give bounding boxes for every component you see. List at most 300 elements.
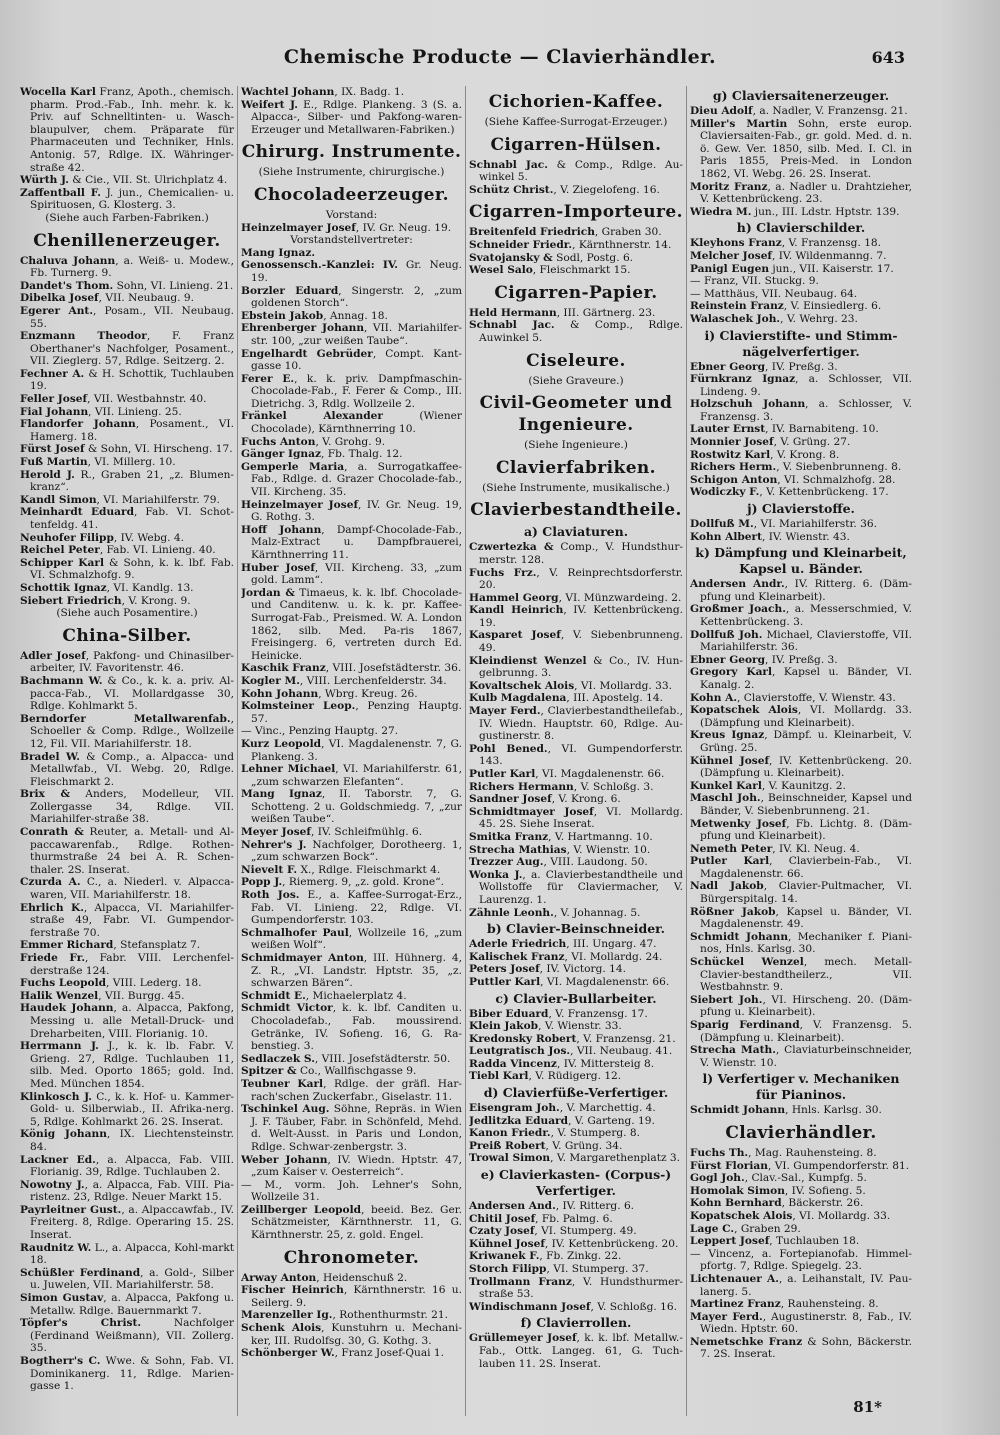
directory-entry: Breitenfeld Friedrich, Graben 30. [469,226,662,239]
directory-entry: Lauter Ernst, IV. Barnabiteng. 10. [690,423,879,436]
entry-name: Zaffentball F. [20,186,101,199]
entry-name: Nowotny J. [20,1178,85,1191]
directory-entry: Hoff Johann, Dampf-Chocolade-Fab., Malz-Extract u. Dampfbrauerei, Kärnthnerring 11. [241,523,462,561]
directory-entry: Metwenky Josef, Fb. Lichtg. 8. (Däm-pfung und Kleinarbeit). [690,817,912,843]
entry-name: Andersen Andr. [690,578,785,591]
entry-name: Moritz Franz [690,180,768,193]
entry-name: König Johann [20,1128,107,1141]
directory-entry: Zaffentball F. J. jun., Chemicalien- u. Spirituosen, G. Klosterg. 3. [20,186,234,212]
entry-name: Schneider Friedr. [469,238,573,251]
entry-name: Mang Ignaz. [241,246,316,259]
directory-entry: Kohn Johann, Wbrg. Kreug. 26. [241,687,418,700]
directory-entry: Enzmann Theodor, F. Franz Oberthaner's Nachfolger, Posament., VII. Zieglerg. 57, Rdlge. Seitzerg. 2. [20,330,234,368]
directory-entry: Schmidt Johann, Hnls. Karlsg. 30. [690,1104,882,1117]
directory-entry: Marenzeller Ig., Rothenthurmstr. 21. [241,1309,448,1322]
directory-entry: Kandl Heinrich, IV. Kettenbrückeng. 19. [469,604,683,629]
directory-entry: Wonka J., a. Clavierbestandtheile und Wollstoffe für Claviermacher, V. Laurenzg. 1. [469,868,683,906]
directory-entry: Kohn Bernhard, Bäckerstr. 26. [690,1197,864,1210]
directory-entry: Fuchs Leopold, VIII. Lederg. 18. [20,977,202,990]
directory-entry: Roth Jos. E., a. Kaffee-Surrogat-Erz., Fab. VI. Linieng. 22, Rdlge. VI. Gumpendorferstr. 103. [241,889,462,927]
subsection-heading: l) Verfertiger v. Mechaniken für Pianinos. [702,1071,900,1103]
entry-name: Gemperle Maria [241,460,345,473]
directory-entry: Strecha Math., Claviaturbeinschneider, V. Wienstr. 10. [690,1044,912,1069]
directory-entry: Dibelka Josef, VII. Neubaug. 9. [20,292,195,305]
directory-entry [241,247,462,260]
entry-name: Wiedra M. [690,205,752,218]
entry-name: Roth Jos. [241,889,300,902]
entry-name: Gänger Ignaz [241,448,321,461]
directory-entry: Sandner Josef, V. Krong. 6. [469,793,621,806]
directory-entry: Adler Josef, Pakfong- und Chinasilber-arbeiter, IV. Favoritenstr. 46. [20,649,234,675]
entry-name: Puttler Karl [469,975,541,988]
role-label: Vorstand: [325,208,378,221]
entry-name: Czurda A. [20,876,81,889]
entry-name: Arway Anton [241,1271,317,1284]
directory-entry: Wesel Salo, Fleischmarkt 15. [469,264,631,277]
directory-entry: — Matthäus, VII. Neubaug. 64. [690,287,858,300]
directory-entry: Schmidmayer Anton, III. Hühnerg. 4, Z. R., „VI. Landstr. Hptstr. 35, „z. schwarzen Bären“. [241,952,462,990]
entry-name: Kandl Heinrich [469,604,564,617]
directory-entry: Kriwanek F., Fb. Zinkg. 22. [469,1250,622,1263]
entry-name: Heinzelmayer Josef [241,498,359,511]
entry-name: Popp J. [241,876,283,889]
entry-name: Ehrenberger Johann [241,322,365,335]
subsection-heading: c) Clavier-Bullarbeiter. [495,990,657,1006]
entry-name: Egerer Ant. [20,304,94,317]
directory-entry: Fial Johann, VII. Linieng. 25. [20,405,182,418]
directory-entry: Kühnel Josef, IV. Kettenbrückeng. 20. (Dämpfung u. Kleinarbeit). [690,754,912,780]
directory-entry: Bradel W. & Comp., a. Alpacca- und Metallwfab., VI. Webg. 20, Rdlge. Fleischmarkt 2. [20,750,234,788]
entry-name: Kalischek Franz [469,950,565,963]
directory-entry: Ebstein Jakob, Annag. 18. [241,309,388,322]
entry-name: Emmer Richard [20,939,114,952]
entry-name: Rößner Jakob [690,905,776,918]
entry-name: Klein Jakob [469,1020,539,1033]
directory-entry: Flandorfer Johann, Posament., VI. Hamerg. 18. [20,418,234,443]
entry-name: Ebstein Jakob [241,309,324,322]
directory-entry: Lage C., Graben 29. [690,1222,801,1235]
entry-name: Czwertezka & [469,541,554,554]
entry-name: Lage C. [690,1222,735,1235]
directory-entry: Kanon Friedr., V. Stumperg. 8. [469,1127,641,1140]
entry-name: Kohn Johann [241,687,319,700]
section-heading: Cichorien-Kaffee. [488,92,664,112]
directory-entry: Moritz Franz, a. Nadler u. Drahtzieher, V. Kettenbrückeng. 23. [690,180,912,206]
directory-entry: Töpfer's Christ. Nachfolger (Ferdinand Weißmann), VII. Zollerg. 35. [20,1317,234,1355]
entry-name: Tschinkel Aug. [241,1103,330,1116]
entry-name: Fürst Josef [20,443,85,456]
subsection-heading: f) Clavierrollen. [520,1315,632,1331]
directory-entry: Chaluva Johann, a. Weiß- u. Modew., Fb. Turnerg. 9. [20,254,234,280]
directory-entry: Wocella Karl Franz, Apoth., chemisch. pharm. Prod.-Fab., Inh. mehr. k. k. Priv. auf Schnelltinten- u. Wasch-blaupulver, chem. Präparate für Pharmaceuten und Techniker, Hnls. Antonig. 57, Rdlge. IX. Währinger-straße 42. [20,86,234,174]
entry-name: Wachtel Johann [241,86,335,98]
entry-name: Fischer Heinrich [241,1284,344,1297]
entry-name: Jedlitzka Eduard [469,1114,569,1127]
entry-name: Heinzelmayer Josef [241,221,356,234]
directory-entry: Leppert Josef, Tuchlauben 18. [690,1235,860,1248]
directory-entry: Dollfuß M., VI. Mariahilferstr. 36. [690,518,877,531]
entry-name: Miller's Martin [690,117,788,130]
directory-entry: Zähnle Leonh., V. Johannag. 5. [469,906,641,919]
directory-entry: Schmidt Johann, Mechaniker f. Piani-nos, Hnls. Karlsg. 30. [690,930,912,956]
directory-entry: Schüßler Ferdinand, a. Gold-, Silber u. Juwelen, VII. Mariahilferstr. 58. [20,1266,234,1292]
entry-name: Sedlaczek S. [241,1052,315,1065]
entry-name: Fürnkranz Ignaz [690,373,796,386]
entry-name: Enzmann Theodor [20,330,147,343]
entry-name: Halik Wenzel [20,989,99,1002]
entry-name: Schottik Ignaz [20,581,107,594]
section-heading: Chronometer. [283,1247,420,1268]
directory-entry: Weber Johann, IV. Wiedn. Hptstr. 47, „zum Kaiser v. Oesterreich“. [241,1153,462,1179]
directory-entry: Fürst Josef & Sohn, VI. Hirscheng. 17. [20,443,233,456]
entry-name: Kleyhons Franz [690,237,782,250]
entry-name: Gogl Joh. [690,1172,745,1185]
directory-entry: Berndorfer Metallwarenfab., Schoeller & Comp. Rdlge., Wollzeile 12, Fil. VII. Mariahilferstr. 18. [20,712,234,750]
directory-entry: Schneider Friedr., Kärnthnerstr. 14. [469,238,672,251]
entry-name: Metwenky Josef [690,817,787,830]
directory-entry: Homolak Simon, IV. Sofieng. 5. [690,1184,866,1197]
entry-name: Weifert J. [241,98,298,111]
page-number: 643 [871,48,905,67]
column-3 [469,86,683,1416]
directory-entry: Held Hermann, III. Gärtnerg. 23. [469,306,656,319]
directory-entry: Holzschuh Johann, a. Schlosser, V. Franzensg. 3. [690,398,912,423]
section-heading: Chenillenerzeuger. [33,230,221,251]
entry-name: Raudnitz W. [20,1241,92,1254]
directory-entry: Kreus Ignaz, Dämpf. u. Kleinarbeit, V. Grüng. 25. [690,729,912,754]
directory-entry: Puttler Karl, VI. Magdalenenstr. 66. [469,975,670,988]
entry-name: Flandorfer Johann [20,418,136,431]
entry-name: Kopatschek Alois [690,1209,793,1222]
entry-name: Biber Eduard [469,1007,549,1020]
entry-name: Strecha Mathias [469,843,567,856]
directory-entry: Lichtenauer A., a. Leihanstalt, IV. Pau-lanerg. 5. [690,1272,912,1298]
cross-reference-note: (Siehe auch Farben-Fabriken.) [45,211,209,224]
entry-name: Reichel Peter [20,544,100,557]
directory-entry: Halik Wenzel, VII. Burgg. 45. [20,989,185,1002]
directory-entry: Schütz Christ., V. Ziegelofeng. 16. [469,183,660,196]
entry-name: Kühnel Josef [690,754,770,767]
directory-entry: Meinhardt Eduard, Fab. VI. Schot-tenfeldg. 41. [20,506,234,531]
entry-name: Richers Herm. [690,461,777,474]
subsection-heading: b) Clavier-Beinschneider. [487,921,665,937]
entry-name: Dollfuß M. [690,518,754,531]
directory-entry: Brix & Anders, Modelleur, VII. Zollergasse 34, Rdlge. VII. Mariahilfer-straße 38. [20,788,234,826]
entry-name: Bradel W. [20,750,80,763]
entry-name: Tiebl Karl [469,1070,529,1083]
entry-name: Simon Gustav [20,1292,104,1305]
entry-name: Kogler M. [241,674,300,687]
directory-entry: Egerer Ant., Posam., VII. Neubaug. 55. [20,304,234,330]
directory-entry: Maschl Joh., Beinschneider, Kapsel und Bänder, V. Siebenbrunneng. 21. [690,792,912,817]
directory-entry: Kredonsky Robert, V. Franzensg. 21. [469,1032,676,1045]
directory-entry: Trollmann Franz, V. Hundsthurmer-straße 53. [469,1275,683,1301]
directory-entry: Fechner A. & H. Schottik, Tuchlauben 19. [20,367,234,393]
entry-name: Siebert Joh. [690,993,763,1006]
entry-name: Sparig Ferdinand [690,1019,800,1031]
entry-name: Chaluva Johann [20,254,116,267]
entry-name: Spitzer & [241,1065,297,1078]
directory-entry: Feller Josef, VII. Westbahnstr. 40. [20,393,207,406]
section-heading: Civil-Geometer und Ingenieure. [479,393,673,436]
entry-name: Schnabl Jac. [469,319,555,332]
entry-name: Schmidmayer Anton [241,952,364,964]
directory-entry: Neuhofer Filipp, IV. Webg. 4. [20,531,185,544]
entry-name: Nemetschke Franz [690,1335,803,1348]
entry-name: Berndorfer Metallwarenfab. [20,712,231,725]
section-heading: China-Silber. [62,625,192,646]
directory-entry: Zeillberger Leopold, beeid. Bez. Ger. Schätzmeister, Kärnthnerstr. 11, G. Kärnthnerstr. 25, z. gold. Engel. [241,1203,462,1242]
directory-entry: — Vincenz, a. Fortepianofab. Himmel-pfortg. 7, Rdlge. Spiegelg. 23. [690,1247,912,1273]
entry-name: Rostwitz Karl [690,448,771,461]
entry-name: Sandner Josef [469,793,552,806]
entry-name: Mayer Ferd. [469,705,541,718]
entry-name: Kovaltschek Alois [469,679,575,692]
directory-entry: Czurda A. C., a. Niederl. v. Alpacca-waren, VII. Mariahilferstr. 18. [20,876,234,902]
entry-name: Windischmann Josef [469,1300,591,1313]
entry-name: Maschl Joh. [690,792,761,805]
section-heading: Chirurg. Instrumente. [241,142,462,163]
directory-entry: Reichel Peter, Fab. VI. Linieng. 40. [20,544,216,557]
entry-name: Aderle Friedrich [469,938,567,951]
entry-name: Chitil Josef [469,1212,536,1225]
entry-name: Gregory Karl [690,666,773,679]
directory-entry: Svatojansky & Sodl, Postg. 6. [469,251,634,264]
directory-entry: Rostwitz Karl, V. Krong. 8. [690,448,840,461]
subsection-heading: h) Clavierschilder. [736,220,866,236]
directory-entry: Kalischek Franz, VI. Mollardg. 24. [469,950,663,963]
entry-name: Andersen And. [469,1200,556,1213]
entry-name: Richers Hermann [469,780,574,793]
directory-entry: Trowal Simon, V. Margarethenplatz 3. [469,1152,681,1165]
entry-name: Meinhardt Eduard [20,506,135,519]
directory-entry: Storch Filipp, VI. Stumperg. 37. [469,1263,649,1275]
cross-reference-note: (Siehe Instrumente, chirurgische.) [258,166,445,179]
entry-name: Ehrlich K. [20,901,84,914]
directory-entry: Klinkosch J. C., k. k. Hof- u. Kammer-Gold- u. Silberwiab., II. Afrika-nerg. 5, Rdlge. Kohlmarkt 26. 2S. Inserat. [20,1090,234,1128]
directory-entry: Schigon Anton, VI. Schmalzhofg. 28. [690,473,896,486]
cross-reference-note: (Siehe Instrumente, musikalische.) [482,481,670,494]
directory-entry: Conrath & Reuter, a. Metall- und Al-paccawarenfab., Rdlge. Rothen-thurmstraße 24 bei A. R. Schen-thaler. 2S. Inserat. [20,826,234,876]
directory-entry: Kolmsteiner Leop., Penzing Hauptg. 57. [241,700,462,725]
section-heading: Cigarren-Importeure. [469,202,683,223]
entry-name: Fuchs Frz. [469,566,537,579]
directory-entry: Sparig Ferdinand, V. Franzensg. 5. (Dämpfung u. Kleinarbeit). [690,1019,912,1044]
column-rule [237,86,238,1416]
entry-name: Grüllemeyer Josef [469,1332,577,1345]
entry-name: Ferer E. [241,372,295,385]
directory-entry: Tiebl Karl, V. Rüdigerg. 12. [469,1070,622,1083]
entry-name: Putler Karl [469,768,536,780]
section-heading: Clavierbestandtheile. [470,500,682,521]
directory-entry: Klein Jakob, V. Wienstr. 33. [469,1020,622,1033]
running-title: Chemische Producte — Clavierhändler. [283,46,717,68]
directory-entry: Putler Karl, VI. Magdalenenstr. 66. [469,768,665,780]
directory-entry: Schipper Karl & Sohn, k. k. lbf. Fab. VI. Schmalzhofg. 9. [20,556,234,582]
entry-name: Leutgratisch Jos. [469,1045,571,1058]
directory-entry: Borzler Eduard, Singerstr. 2, „zum goldenen Storch“. [241,284,462,310]
directory-entry: Schottik Ignaz, VI. Kandlg. 13. [20,581,194,594]
entry-name: Bachmann W. [20,674,103,687]
directory-entry: Kulb Magdalena, III. Apostelg. 14. [469,692,663,705]
entry-name: Mayer Ferd. [690,1310,763,1323]
directory-entry: Leutgratisch Jos., VII. Neubaug. 41. [469,1045,673,1058]
directory-entry: — Vinc., Penzing Hauptg. 27. [241,725,399,738]
entry-name: Svatojansky & [469,251,553,264]
entry-name: Schmalhofer Paul [241,926,349,939]
directory-entry: Aderle Friedrich, III. Ungarg. 47. [469,938,657,951]
cross-reference-note: (Siehe auch Posamentire.) [56,607,198,620]
directory-entry: Tschinkel Aug. Söhne, Repräs. in Wien J. F. Täuber, Fabr. in Schönfeld, Mehd. d. Welt-Ausst. in Paris und London, Rdlge. Schwar-zenbergstr. 3. [241,1103,462,1153]
directory-entry: Ehrenberger Johann, VII. Mariahilfer-str. 100, „zur weißen Taube“. [241,322,462,347]
directory-entry: Peters Josef, IV. Victorg. 14. [469,963,626,976]
directory-entry: Nadl Jakob, Clavier-Pultmacher, VI. Bürgerspitalg. 14. [690,880,912,906]
entry-name: Kandl Simon [20,493,97,506]
directory-entry: Panigl Eugen jun., VII. Kaiserstr. 17. [690,262,894,275]
directory-entry: Preiß Robert, V. Grüng. 34. [469,1139,623,1152]
directory-entry: Putler Karl, Clavierbein-Fab., VI. Magdalenenstr. 66. [690,855,912,880]
directory-entry: Kohn A., Clavierstoffe, V. Wienstr. 43. [690,691,896,704]
entry-name: Kühnel Josef [469,1237,545,1250]
subsection-heading: d) Clavierfüße-Verfertiger. [483,1085,669,1101]
entry-name: Trowal Simon [469,1152,551,1165]
entry-name: Wonka J. [469,868,523,881]
directory-entry: Mayer Ferd., Clavierbestandtheilefab., IV. Wiedn. Hauptstr. 60, Rdlge. Au-gustinerstr. 8. [469,705,683,743]
column-4 [690,86,912,1416]
cross-reference-note: (Siehe Graveure.) [528,374,624,387]
entry-name: Fürst Florian [690,1159,768,1172]
entry-name: Mang Ignaz [241,788,322,801]
entry-name: Siebert Friedrich [20,594,122,607]
directory-entry: Windischmann Josef, V. Schloßg. 16. [469,1300,677,1313]
directory-entry: Fuß Martin, VI. Millerg. 10. [20,456,176,469]
entry-name: Kopatschek Alois [690,704,798,717]
entry-name: Zähnle Leonh. [469,906,554,919]
directory-entry: Schmidt Victor, k. k. lbf. Canditen u. Chocoladefab., Fab. moussirend. Getränke, IV. Sofieng. 16, G. Ra-benstieg. 3. [241,1002,462,1053]
directory-entry: Biber Eduard, V. Franzensg. 17. [469,1007,648,1020]
directory-entry: Kogler M., VIII. Lerchenfelderstr. 34. [241,674,447,687]
directory-entry: Raudnitz W. L., a. Alpacca, Kohl-markt 18. [20,1241,234,1267]
directory-entry: Kasparet Josef, V. Siebenbrunneng. 49. [469,629,683,655]
entry-name: Preiß Robert [469,1139,546,1152]
directory-entry: Teubner Karl, Rdlge. der gräfl. Har-rach'schen Zuckerfabr., Giselastr. 11. [241,1077,462,1103]
entry-name: Fränkel Alexander [241,410,383,423]
directory-entry: König Johann, IX. Liechtensteinstr. 84. [20,1128,234,1153]
directory-entry: Nievelt F. X., Rdlge. Fleischmarkt 4. [241,863,441,876]
directory-entry: Smitka Franz, V. Hartmanng. 10. [469,830,653,843]
directory-entry: Kleindienst Wenzel & Co., IV. Hun-gelbrunng. 3. [469,654,683,680]
directory-entry: Richers Hermann, V. Schloßg. 3. [469,780,654,793]
directory-entry: Trezzer Aug., VIII. Laudong. 50. [469,856,648,869]
directory-entry: Ebner Georg, IV. Preßg. 3. [690,653,838,666]
entry-name: Kreus Ignaz [690,729,765,742]
entry-name: Wocella Karl [20,86,96,98]
directory-entry: Ebner Georg, IV. Preßg. 3. [690,360,838,373]
column-rule [686,86,687,1416]
entry-name: Hammel Georg [469,591,559,604]
directory-entry: Pohl Bened., VI. Gumpendorferstr. 143. [469,742,683,768]
entry-name: Hoff Johann [241,523,322,536]
entry-name: Schmidt Johann [690,1104,786,1117]
entry-name: Monnier Josef [690,436,774,449]
directory-entry: Dieu Adolf, a. Nadler, V. Franzensg. 21. [690,105,908,117]
directory-entry: Ehrlich K., Alpacca, VI. Mariahilfer-straße 49, Fabr. VI. Gumpendor-ferstraße 70. [20,901,234,939]
subsection-heading: k) Dämpfung und Kleinarbeit, Kapsel u. Bänder. [695,545,907,577]
directory-entry: Großmer Joach., a. Messerschmied, V. Kettenbrückeng. 3. [690,603,912,628]
entry-name: Kohn A. [690,691,738,704]
entry-name: Herold J. [20,468,75,481]
entry-name: Würth J. [20,174,69,187]
subsection-heading: g) Claviersaitenerzeuger. [712,88,890,103]
section-heading: Clavierfabriken. [495,457,656,478]
directory-entry: Nowotny J., a. Alpacca, Fab. VIII. Pia-ristenz. 23, Rdlge. Neuer Markt 15. [20,1178,234,1204]
directory-entry: Schmidt E., Michaelerplatz 4. [241,989,407,1002]
section-heading: Cigarren-Hülsen. [490,134,662,155]
entry-name: Schipper Karl [20,556,104,569]
directory-entry: Kunkel Karl, V. Kaunitzg. 2. [690,779,846,792]
entry-name: Schenk Alois [241,1322,322,1335]
entry-name: Zeillberger Leopold [241,1203,362,1216]
directory-entry: Gemperle Maria, a. Surrogatkaffee-Fab., Rdlge. d. Grazer Chocolade-fab., VII. Kircheng. 35. [241,460,462,499]
directory-entry: Fränkel Alexander (Wiener Chocolade), Kärnthnerring 10. [241,410,462,436]
entry-name: Pohl Bened. [469,742,548,755]
directory-entry: Jedlitzka Eduard, V. Garteng. 19. [469,1114,655,1127]
entry-name: Dieu Adolf [690,105,753,117]
entry-name: Engelhardt Gebrüder [241,347,373,360]
directory-entry: Schenk Alois, Kunstuhrn u. Mechani-ker, III. Rudolfsg. 30, G. Kothg. 3. [241,1322,462,1347]
entry-name: Homolak Simon [690,1184,785,1197]
entry-name: Genossensch.-Kanzlei: IV. [241,259,398,272]
section-heading: Clavierhändler. [725,1122,877,1143]
entry-name: Conrath & [20,826,84,839]
entry-name: Ebner Georg [690,360,766,373]
directory-entry: Kühnel Josef, IV. Kettenbrückeng. 20. [469,1237,679,1250]
entry-name: Feller Josef [20,393,88,406]
entry-name: Fial Johann [20,405,89,418]
directory-entry: Monnier Josef, V. Grüng. 27. [690,436,851,449]
entry-name: Kaschik Franz [241,662,326,675]
entry-name: Kohn Albert [690,530,762,543]
entry-name: Fechner A. [20,367,85,380]
directory-entry: Chitil Josef, Fb. Palmg. 6. [469,1212,613,1225]
directory-entry: Engelhardt Gebrüder, Compt. Kant-gasse 10. [241,347,462,373]
directory-entry: Friede Fr., Fabr. VIII. Lerchenfel-derstraße 124. [20,952,234,977]
directory-entry: Eisengram Joh., V. Marchettig. 4. [469,1102,656,1115]
directory-entry: Mayer Ferd., Augustinerstr. 8, Fab., IV. Wiedn. Hptstr. 60. [690,1310,912,1336]
directory-entry: Fuchs Anton, V. Grohg. 9. [241,435,386,448]
directory-entry: Meyer Josef, IV. Schleifmühlg. 6. [241,826,423,839]
entry-name: Töpfer's Christ. [20,1317,142,1330]
entry-name: Held Hermann [469,306,557,319]
directory-entry: Schönberger W., Franz Josef-Quai 1. [241,1347,445,1360]
entry-name: Herrmann J. [20,1040,99,1053]
entry-name: Schmidtmayer Josef [469,805,594,818]
directory-entry: Wodiczky F., V. Kettenbrückeng. 17. [690,486,889,499]
directory-entry: Weifert J. E., Rdlge. Plankeng. 3 (S. a. Alpacca-, Silber- und Pakfong-waren-Erzeuger und Metallwaren-Fabriken.) [241,98,462,136]
column-rule [465,86,466,1416]
directory-entry: Gogl Joh., Clav.-Sal., Kumpfg. 5. [690,1172,867,1185]
column-1 [20,86,234,1416]
entry-name: Schüßler Ferdinand [20,1266,141,1279]
entry-name: Kleindienst Wenzel [469,654,587,667]
entry-name: Trollmann Franz [469,1275,572,1288]
entry-name: Borzler Eduard [241,284,339,297]
section-heading: Ciseleure. [526,350,626,371]
directory-entry: Czwertezka & Comp., V. Hundsthur-merstr. 128. [469,541,683,566]
entry-name: Reinstein Franz [690,300,784,313]
directory-entry: Hammel Georg, VI. Münzwardeing. 2. [469,591,682,604]
entry-name: Kanon Friedr. [469,1127,551,1140]
